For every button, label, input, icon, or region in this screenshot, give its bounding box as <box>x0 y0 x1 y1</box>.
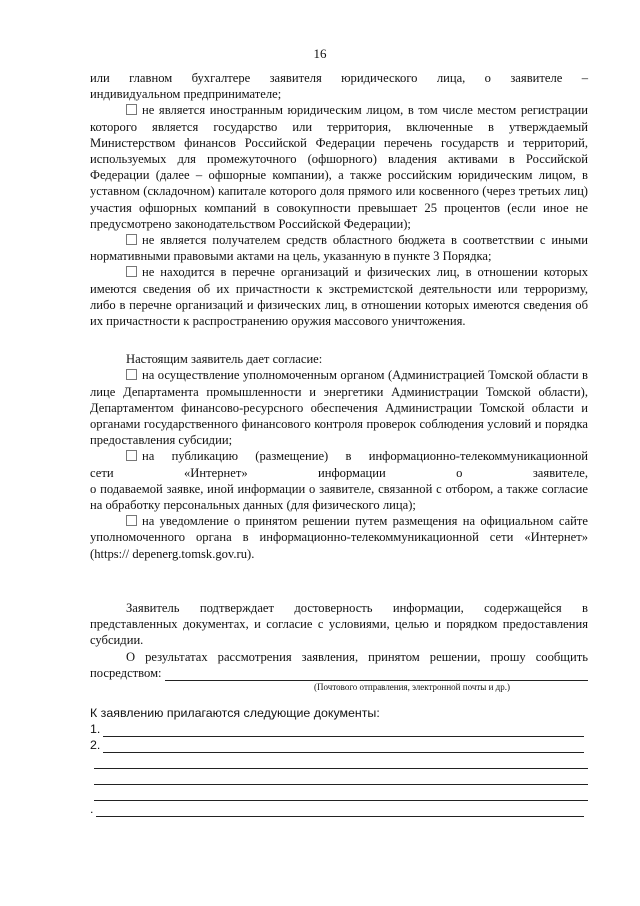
consent-inspection <box>90 367 588 448</box>
clause-budget <box>90 232 588 264</box>
attachment-row-1 <box>90 721 584 737</box>
checkbox[interactable] <box>126 369 137 380</box>
attachments-intro: К заявлению прилагаются следующие документы: <box>90 705 380 720</box>
results-method-field[interactable] <box>165 668 588 681</box>
page-number: 16 <box>313 46 327 61</box>
attachment-blank-line[interactable] <box>94 785 588 801</box>
attachment-field-2[interactable] <box>103 741 584 753</box>
attachment-row-last <box>90 801 584 817</box>
attachment-number-2: 2. <box>90 737 101 752</box>
checkbox[interactable] <box>126 234 137 245</box>
confirmation-paragraph: Заявитель подтверждает достоверность информации, содержащейся в представленных документах, и согласие с условиями, целью и порядком предоставления субсидии. <box>90 600 588 648</box>
checkbox[interactable] <box>126 104 137 115</box>
attachment-field-1[interactable] <box>103 725 584 737</box>
attachment-blank-line[interactable] <box>94 753 588 769</box>
consent-publication-line1 <box>90 448 588 464</box>
consent-inspection-text: на осуществление уполномоченным органом (Администрацией Томской области в лице Департамента промышленности и энергетики Администрации Томской области), Департаментом финансово-ресурсного обеспечения Администрации Томской области и органами государственного финансового контроля проверок соблюдения условий и порядка предоставления субсидии; <box>90 368 588 448</box>
results-method-hint: (Почтового отправления, электронной почты и др.) <box>314 681 510 692</box>
clause-extremism <box>90 264 588 329</box>
attachment-number-1: 1. <box>90 721 101 736</box>
attachment-row-2 <box>90 737 584 753</box>
attachment-field-last[interactable] <box>96 805 584 817</box>
checkbox[interactable] <box>126 515 137 526</box>
checkbox[interactable] <box>126 450 137 461</box>
paragraph-continuation-end: индивидуальном предпринимателе; <box>90 87 282 102</box>
consent-publication-line1-text: на публикацию (размещение) в информационно-телекоммуникационной <box>142 449 588 464</box>
clause-budget-text: не является получателем средств областного бюджета в соответствии с иными нормативными правовыми актами на цель, указанную в пункте 3 Порядка; <box>90 233 588 264</box>
consent-publication-line2: сети «Интернет» информации о заявителе, <box>90 465 588 480</box>
consent-intro: Настоящим заявитель дает согласие: <box>126 352 323 367</box>
results-method-label: посредством: <box>90 665 162 680</box>
consent-notification <box>90 513 588 562</box>
paragraph-continuation: или главном бухгалтере заявителя юридического лица, о заявителе – <box>90 71 588 85</box>
consent-notification-text: на уведомление о принятом решении путем размещения на официальном сайте уполномоченного органа в информационно-телекоммуникационной сети «Интернет» (https:// depenerg.tomsk.gov.ru). <box>90 514 588 561</box>
consent-publication-rest: о подаваемой заявке, иной информации о заявителе, связанной с отбором, а также согласие на обработку персональных данных (для физического лица); <box>90 481 588 513</box>
checkbox[interactable] <box>126 266 137 277</box>
clause-offshore-text: не является иностранным юридическим лицом, в том числе местом регистрации которого является государство или территория, включенные в утверждаемый Министерством финансов Российской Федерации перечень государств и территорий, используемых для промежуточного (офшорного) владения активами в Российской Федерации (далее – офшорные компании), а также российским юридическим лицом, в уставном (складочном) капитале которого доля прямого или косвенного (через третьих лиц) участия офшорных компаний в совокупности превышает 25 процентов (если иное не предусмотрено законодательством Российской Федерации); <box>90 103 588 231</box>
clause-offshore <box>90 102 588 232</box>
document-body <box>90 70 588 817</box>
results-request: О результатах рассмотрения заявления, принятом решении, прошу сообщить <box>126 649 588 664</box>
attachment-number-last: . <box>90 801 94 816</box>
attachment-blank-line[interactable] <box>94 769 588 785</box>
results-method-row <box>90 665 588 681</box>
clause-extremism-text: не находится в перечне организаций и физических лиц, в отношении которых имеются сведения об их причастности к экстремистской деятельности или терроризму, либо в перечне организаций и физических лиц, в отношении которых имеются сведения об их причастности к распространению оружия массового уничтожения. <box>90 265 588 329</box>
